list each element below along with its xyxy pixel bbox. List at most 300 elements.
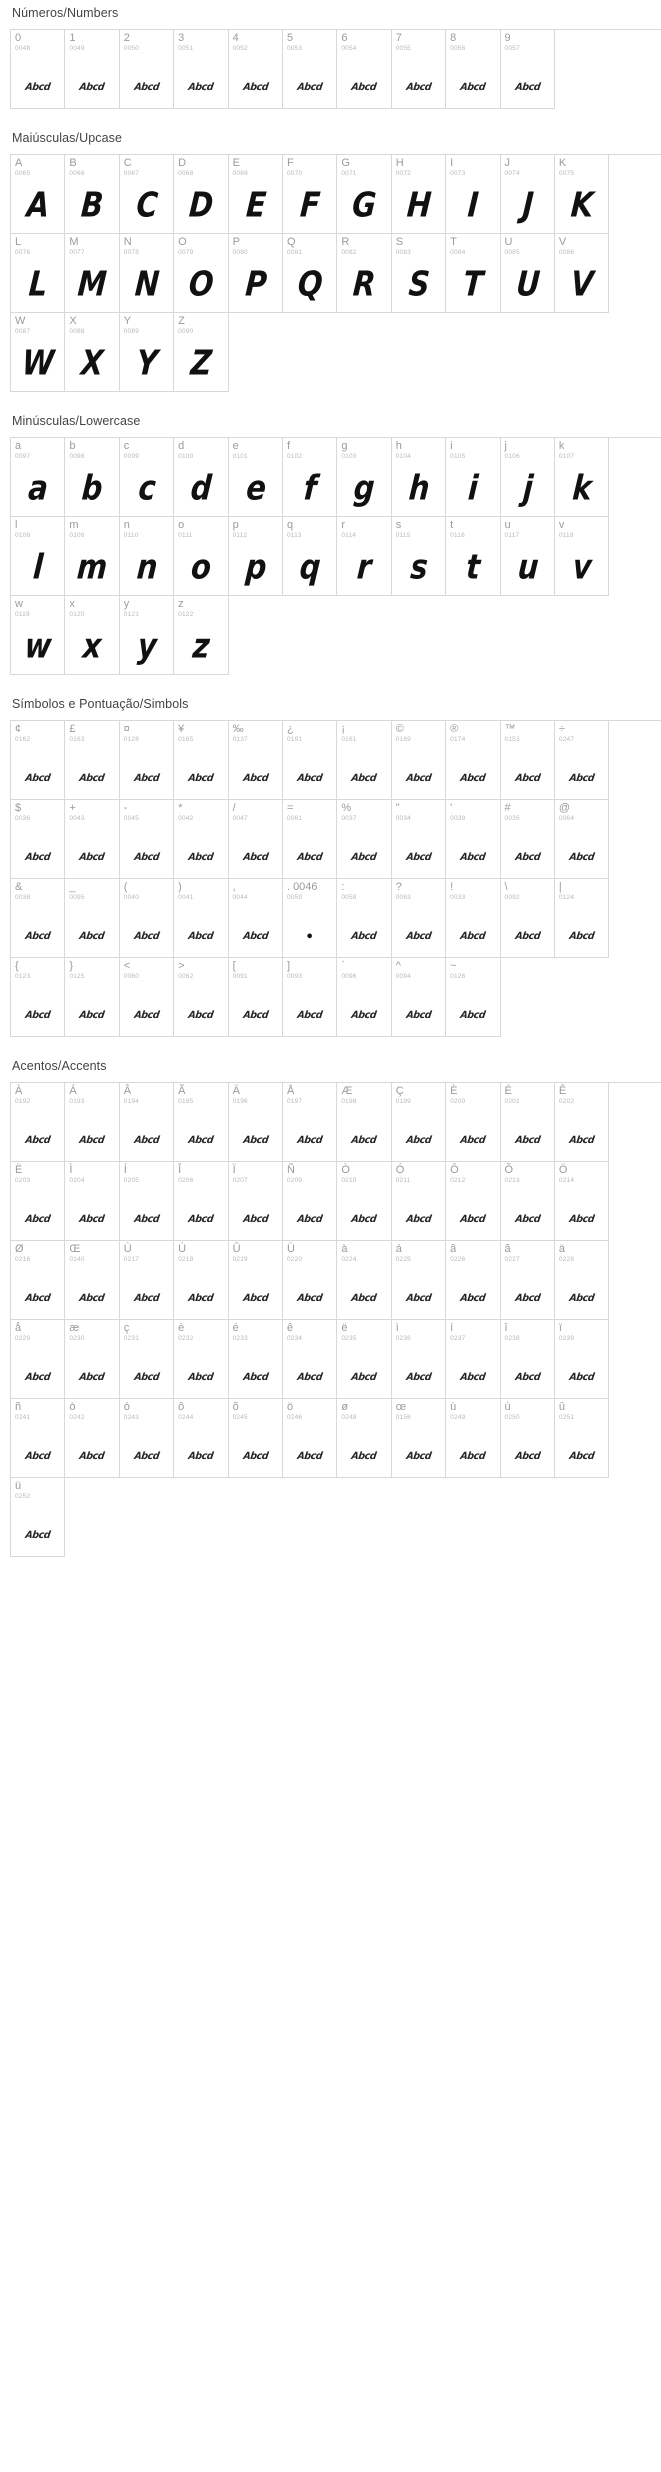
glyph-preview: Abcd [514,1134,541,1146]
glyph-cell[interactable] [174,313,228,392]
glyph-character-label: Ê [558,1085,567,1097]
glyph-preview: Abcd [405,1371,432,1383]
glyph-code-label: 0039 [450,815,466,822]
glyph-cell[interactable] [229,155,283,234]
glyph-cell[interactable] [120,234,174,313]
glyph-cell[interactable] [501,1241,555,1320]
glyph-character-label: B [69,157,77,169]
glyph-code-label: 0193 [69,1098,85,1105]
glyph-code-label: 0074 [504,170,520,177]
glyph-cell[interactable] [392,958,446,1037]
glyph-character-label: ~ [450,960,457,972]
glyph-cell[interactable] [11,1083,65,1162]
glyph-cell[interactable] [120,958,174,1037]
glyph-code-label: 0209 [286,1177,303,1184]
glyph-cell[interactable] [11,721,65,800]
glyph-cell[interactable] [11,155,65,234]
glyph-cell[interactable] [174,958,228,1037]
glyph-code-label: 0100 [178,453,194,460]
glyph-character-label: Õ [504,1164,514,1176]
glyph-cell[interactable] [229,1083,283,1162]
glyph-cell[interactable] [501,879,555,958]
glyph-preview: Abcd [187,1371,215,1383]
glyph-cell[interactable] [65,958,119,1037]
glyph-cell[interactable] [11,234,65,313]
glyph-character-label: Ç [395,1085,404,1097]
glyph-cell[interactable] [555,1083,609,1162]
glyph-cell[interactable] [120,721,174,800]
glyph-code-label: 0057 [504,45,520,52]
glyph-cell[interactable] [337,721,391,800]
glyph-cell[interactable] [446,1162,500,1241]
glyph-preview: e [244,467,267,508]
glyph-cell[interactable] [283,1399,337,1478]
glyph-character-label: D [178,157,187,169]
glyph-preview: Abcd [459,1134,486,1146]
glyph-cell[interactable] [229,1162,283,1241]
glyph-preview: Abcd [242,1292,269,1304]
glyph-cell[interactable] [11,1320,65,1399]
glyph-cell[interactable] [555,879,609,958]
glyph-cell[interactable] [174,234,228,313]
glyph-cell[interactable] [337,1241,391,1320]
glyph-code-label: 0137 [232,736,248,743]
glyph-cell[interactable] [229,234,283,313]
glyph-cell[interactable] [65,1162,119,1241]
glyph-cell[interactable] [174,879,228,958]
glyph-preview: Abcd [242,81,269,93]
glyph-character-label: > [178,960,185,972]
glyph-cell[interactable] [11,879,65,958]
glyph-cell[interactable] [392,800,446,879]
glyph-character-label: d [178,440,185,452]
glyph-code-label: 0247 [558,736,575,743]
glyph-code-label: 0210 [341,1177,357,1184]
glyph-cell[interactable] [229,958,283,1037]
glyph-cell[interactable] [446,721,500,800]
glyph-cell[interactable] [283,721,337,800]
glyph-cell[interactable] [120,30,174,109]
glyph-code-label: 0217 [123,1256,140,1263]
glyph-preview: Abcd [187,1213,215,1225]
glyph-code-label: 0225 [395,1256,411,1263]
glyph-character-label: # [504,802,511,814]
glyph-cell[interactable] [11,1162,65,1241]
glyph-character-label: N [123,236,132,248]
glyph-cell[interactable] [555,800,609,879]
glyph-code-label: 0067 [123,170,140,177]
glyph-cell[interactable] [65,721,119,800]
glyph-preview: • [305,930,314,945]
glyph-character-label: f [286,440,291,452]
glyph-cell[interactable] [229,1399,283,1478]
glyph-character-label: % [341,802,352,814]
glyph-preview: t [465,546,481,587]
glyph-character-label: y [123,598,130,610]
glyph-cell[interactable] [283,1241,337,1320]
glyph-code-label: 0070 [286,170,303,177]
glyph-character-label: L [15,236,22,248]
glyph-cell[interactable] [392,438,446,517]
glyph-character-label: ä [558,1243,566,1255]
glyph-cell[interactable] [555,1320,609,1399]
glyph-cell[interactable] [337,800,391,879]
glyph-cell[interactable] [65,1399,119,1478]
glyph-preview: Abcd [133,1371,160,1383]
glyph-cell[interactable] [174,721,228,800]
glyph-code-label: 0126 [450,973,466,980]
glyph-code-label: 0037 [341,815,357,822]
glyph-preview: Abcd [187,1134,215,1146]
glyph-code-label: 0235 [341,1335,357,1342]
glyph-cell[interactable] [392,30,446,109]
glyph-code-label: 0237 [450,1335,466,1342]
glyph-cell[interactable] [392,879,446,958]
glyph-cell[interactable] [337,879,391,958]
glyph-cell[interactable] [392,721,446,800]
glyph-character-label: Q [286,236,296,248]
glyph-cell[interactable] [283,155,337,234]
glyph-character-label: ] [286,960,291,972]
glyph-cell[interactable] [392,1162,446,1241]
glyph-cell[interactable] [501,800,555,879]
glyph-code-label: 0065 [15,170,31,177]
glyph-preview: Abcd [79,1009,106,1021]
glyph-cell[interactable] [174,155,228,234]
glyph-character-label: 0 [15,32,22,44]
glyph-preview: Abcd [187,772,215,784]
glyph-character-label: F [286,157,294,169]
glyph-character-label: e [232,440,239,452]
glyph-preview: Abcd [24,1450,51,1462]
glyph-character-label: ú [504,1401,511,1413]
glyph-cell[interactable] [229,1241,283,1320]
glyph-code-label: 0076 [15,249,31,256]
glyph-code-label: 0106 [504,453,520,460]
glyph-cell[interactable] [337,155,391,234]
glyph-cell[interactable] [11,596,65,675]
glyph-character-label: p [232,519,239,531]
glyph-cell[interactable] [337,438,391,517]
glyph-cell[interactable] [229,1320,283,1399]
glyph-code-label: 0103 [341,453,357,460]
glyph-cell[interactable] [501,1083,555,1162]
glyph-code-label: 0245 [232,1414,248,1421]
glyph-cell[interactable] [65,596,119,675]
glyph-preview: Abcd [405,1450,432,1462]
glyph-character-label: A [15,157,23,169]
glyph-cell[interactable] [11,1399,65,1478]
glyph-cell[interactable] [446,234,500,313]
glyph-cell[interactable] [446,1241,500,1320]
glyph-cell[interactable] [392,1083,446,1162]
glyph-cell[interactable] [446,958,500,1037]
glyph-cell[interactable] [555,721,609,800]
glyph-grid [10,1082,661,1557]
glyph-code-label: 0231 [123,1335,140,1342]
glyph-cell[interactable] [446,438,500,517]
glyph-cell[interactable] [174,1320,228,1399]
glyph-cell[interactable] [337,1083,391,1162]
glyph-cell[interactable] [11,1241,65,1320]
glyph-cell[interactable] [120,517,174,596]
glyph-cell[interactable] [283,517,337,596]
glyph-cell[interactable] [392,155,446,234]
glyph-cell[interactable] [229,517,283,596]
glyph-cell[interactable] [174,1399,228,1478]
glyph-cell[interactable] [120,1083,174,1162]
glyph-character-label: ? [395,881,402,893]
glyph-code-label: 0079 [178,249,194,256]
glyph-cell[interactable] [65,1083,119,1162]
glyph-cell[interactable] [174,596,228,675]
glyph-preview: Abcd [514,851,541,863]
glyph-preview: Abcd [350,1450,378,1462]
glyph-cell[interactable] [337,958,391,1037]
glyph-character-label: à [341,1243,348,1255]
glyph-preview: Abcd [24,930,51,942]
glyph-cell[interactable] [283,879,337,958]
glyph-cell[interactable] [11,313,65,392]
glyph-preview: P [243,263,267,304]
glyph-preview: Abcd [568,930,595,942]
glyph-character-label: ê [286,1322,294,1334]
glyph-cell[interactable] [337,1399,391,1478]
glyph-cell[interactable] [337,30,391,109]
glyph-cell[interactable] [174,517,228,596]
glyph-cell[interactable] [337,1320,391,1399]
glyph-character-label: a [15,440,22,452]
glyph-cell[interactable] [120,438,174,517]
glyph-preview: Abcd [514,1213,541,1225]
glyph-section [10,414,651,675]
glyph-cell[interactable] [174,30,228,109]
glyph-character-label: ‰ [232,723,244,735]
glyph-preview: f [302,467,317,508]
glyph-code-label: 0044 [232,894,248,901]
glyph-code-label: 0055 [395,45,411,52]
glyph-cell[interactable] [283,800,337,879]
glyph-preview: y [136,625,157,666]
glyph-character-label: q [286,519,294,531]
glyph-cell[interactable] [174,1241,228,1320]
glyph-cell[interactable] [283,958,337,1037]
glyph-cell[interactable] [501,1162,555,1241]
glyph-cell[interactable] [337,1162,391,1241]
glyph-code-label: 0121 [123,611,140,618]
glyph-cell[interactable] [11,517,65,596]
glyph-cell[interactable] [446,30,500,109]
glyph-character-label: r [341,519,346,531]
glyph-cell[interactable] [65,517,119,596]
glyph-preview: Abcd [459,1292,486,1304]
glyph-cell[interactable] [120,1320,174,1399]
glyph-cell[interactable] [392,1241,446,1320]
glyph-cell[interactable] [120,155,174,234]
glyph-cell[interactable] [283,1320,337,1399]
glyph-cell[interactable] [283,234,337,313]
glyph-cell[interactable] [120,313,174,392]
glyph-cell[interactable] [446,517,500,596]
glyph-cell[interactable] [555,234,609,313]
glyph-character-label: ë [341,1322,348,1334]
glyph-cell[interactable] [283,30,337,109]
glyph-cell[interactable] [555,1399,609,1478]
glyph-cell[interactable] [65,234,119,313]
glyph-preview: Abcd [296,1134,323,1146]
glyph-code-label: 0111 [178,532,193,539]
glyph-cell[interactable] [65,1320,119,1399]
glyph-cell[interactable] [446,879,500,958]
glyph-cell[interactable] [11,958,65,1037]
glyph-cell[interactable] [65,30,119,109]
glyph-code-label: 0113 [286,532,302,539]
glyph-character-label: Y [123,315,132,327]
glyph-character-label: é [232,1322,239,1334]
glyph-cell[interactable] [501,1320,555,1399]
glyph-cell[interactable] [11,800,65,879]
glyph-cell[interactable] [392,517,446,596]
glyph-cell[interactable] [11,438,65,517]
glyph-code-label: 0078 [123,249,140,256]
glyph-cell[interactable] [446,1083,500,1162]
glyph-cell[interactable] [120,1399,174,1478]
glyph-cell[interactable] [65,800,119,879]
glyph-cell[interactable] [174,1083,228,1162]
glyph-code-label: 0197 [286,1098,303,1105]
glyph-cell[interactable] [229,721,283,800]
glyph-code-label: 0169 [395,736,411,743]
glyph-cell[interactable] [392,1399,446,1478]
glyph-character-label: i [450,440,453,452]
glyph-cell[interactable] [392,1320,446,1399]
glyph-cell[interactable] [65,313,119,392]
glyph-cell[interactable] [501,721,555,800]
glyph-code-label: 0227 [504,1256,520,1263]
glyph-cell[interactable] [555,517,609,596]
glyph-cell[interactable] [446,155,500,234]
glyph-character-label: Â [123,1085,132,1097]
glyph-cell[interactable] [65,155,119,234]
glyph-cell[interactable] [337,234,391,313]
glyph-cell[interactable] [283,438,337,517]
glyph-cell[interactable] [392,234,446,313]
glyph-preview: Abcd [133,930,160,942]
glyph-cell[interactable] [229,879,283,958]
glyph-cell[interactable] [555,155,609,234]
glyph-cell[interactable] [120,1162,174,1241]
glyph-cell[interactable] [174,438,228,517]
glyph-character-label: ¡ [341,723,346,735]
glyph-cell[interactable] [555,438,609,517]
glyph-preview: Abcd [79,1450,106,1462]
glyph-preview: N [133,263,160,304]
glyph-character-label: t [450,519,454,531]
glyph-cell[interactable] [120,596,174,675]
glyph-preview: z [191,625,211,666]
glyph-code-label: 0216 [15,1256,31,1263]
glyph-code-label: 0105 [450,453,466,460]
glyph-code-label: 0051 [178,45,194,52]
glyph-preview: i [466,467,479,508]
glyph-preview: n [135,546,158,587]
glyph-cell[interactable] [229,800,283,879]
glyph-code-label: 0083 [395,249,411,256]
glyph-code-label: 0084 [450,249,466,256]
glyph-cell[interactable] [120,800,174,879]
glyph-character-label: ¢ [15,723,22,735]
glyph-preview: Abcd [242,1450,269,1462]
glyph-cell[interactable] [120,879,174,958]
glyph-code-label: 0069 [232,170,248,177]
glyph-cell[interactable] [283,1083,337,1162]
glyph-character-label: I [450,157,454,169]
glyph-code-label: 0238 [504,1335,520,1342]
glyph-cell[interactable] [501,517,555,596]
glyph-cell[interactable] [11,1478,65,1557]
glyph-cell[interactable] [337,517,391,596]
glyph-preview: Abcd [459,1213,486,1225]
glyph-character-label: Ë [15,1164,23,1176]
glyph-preview: Abcd [405,1213,432,1225]
glyph-code-label: 0061 [286,815,303,822]
glyph-cell[interactable] [501,1399,555,1478]
glyph-code-label: 0244 [178,1414,194,1421]
glyph-cell[interactable] [446,800,500,879]
glyph-code-label: 0165 [178,736,194,743]
glyph-cell[interactable] [120,1241,174,1320]
section-title: Minúsculas/Lowercase [12,414,141,428]
glyph-cell[interactable] [555,1162,609,1241]
glyph-cell[interactable] [501,155,555,234]
glyph-code-label: 0118 [558,532,574,539]
glyph-code-label: 0124 [558,894,575,901]
glyph-cell[interactable] [174,800,228,879]
glyph-code-label: 0249 [450,1414,466,1421]
section-title: Acentos/Accents [12,1059,107,1073]
glyph-code-label: 0058 [341,894,357,901]
glyph-cell[interactable] [229,30,283,109]
glyph-code-label: 0232 [178,1335,194,1342]
glyph-preview: Abcd [24,851,51,863]
glyph-cell[interactable] [174,1162,228,1241]
glyph-cell[interactable] [501,438,555,517]
glyph-cell[interactable] [229,438,283,517]
glyph-grid [10,154,661,392]
glyph-character-label: K [558,157,567,169]
glyph-cell[interactable] [446,1399,500,1478]
glyph-character-label: } [69,960,74,972]
glyph-character-label: - [123,802,128,814]
glyph-cell[interactable] [446,1320,500,1399]
glyph-cell[interactable] [65,438,119,517]
glyph-preview: Abcd [187,1009,215,1021]
glyph-cell[interactable] [11,30,65,109]
glyph-cell[interactable] [283,1162,337,1241]
glyph-character-label: C [123,157,132,169]
glyph-character-label: Æ [341,1085,353,1097]
glyph-character-label: 6 [341,32,348,44]
glyph-character-label: 3 [178,32,185,44]
glyph-section [10,697,651,1037]
glyph-cell[interactable] [65,879,119,958]
glyph-cell[interactable] [555,1241,609,1320]
glyph-preview: r [356,546,373,587]
glyph-cell[interactable] [65,1241,119,1320]
glyph-cell[interactable] [501,234,555,313]
glyph-code-label: 0153 [504,736,520,743]
glyph-cell[interactable] [501,30,555,109]
